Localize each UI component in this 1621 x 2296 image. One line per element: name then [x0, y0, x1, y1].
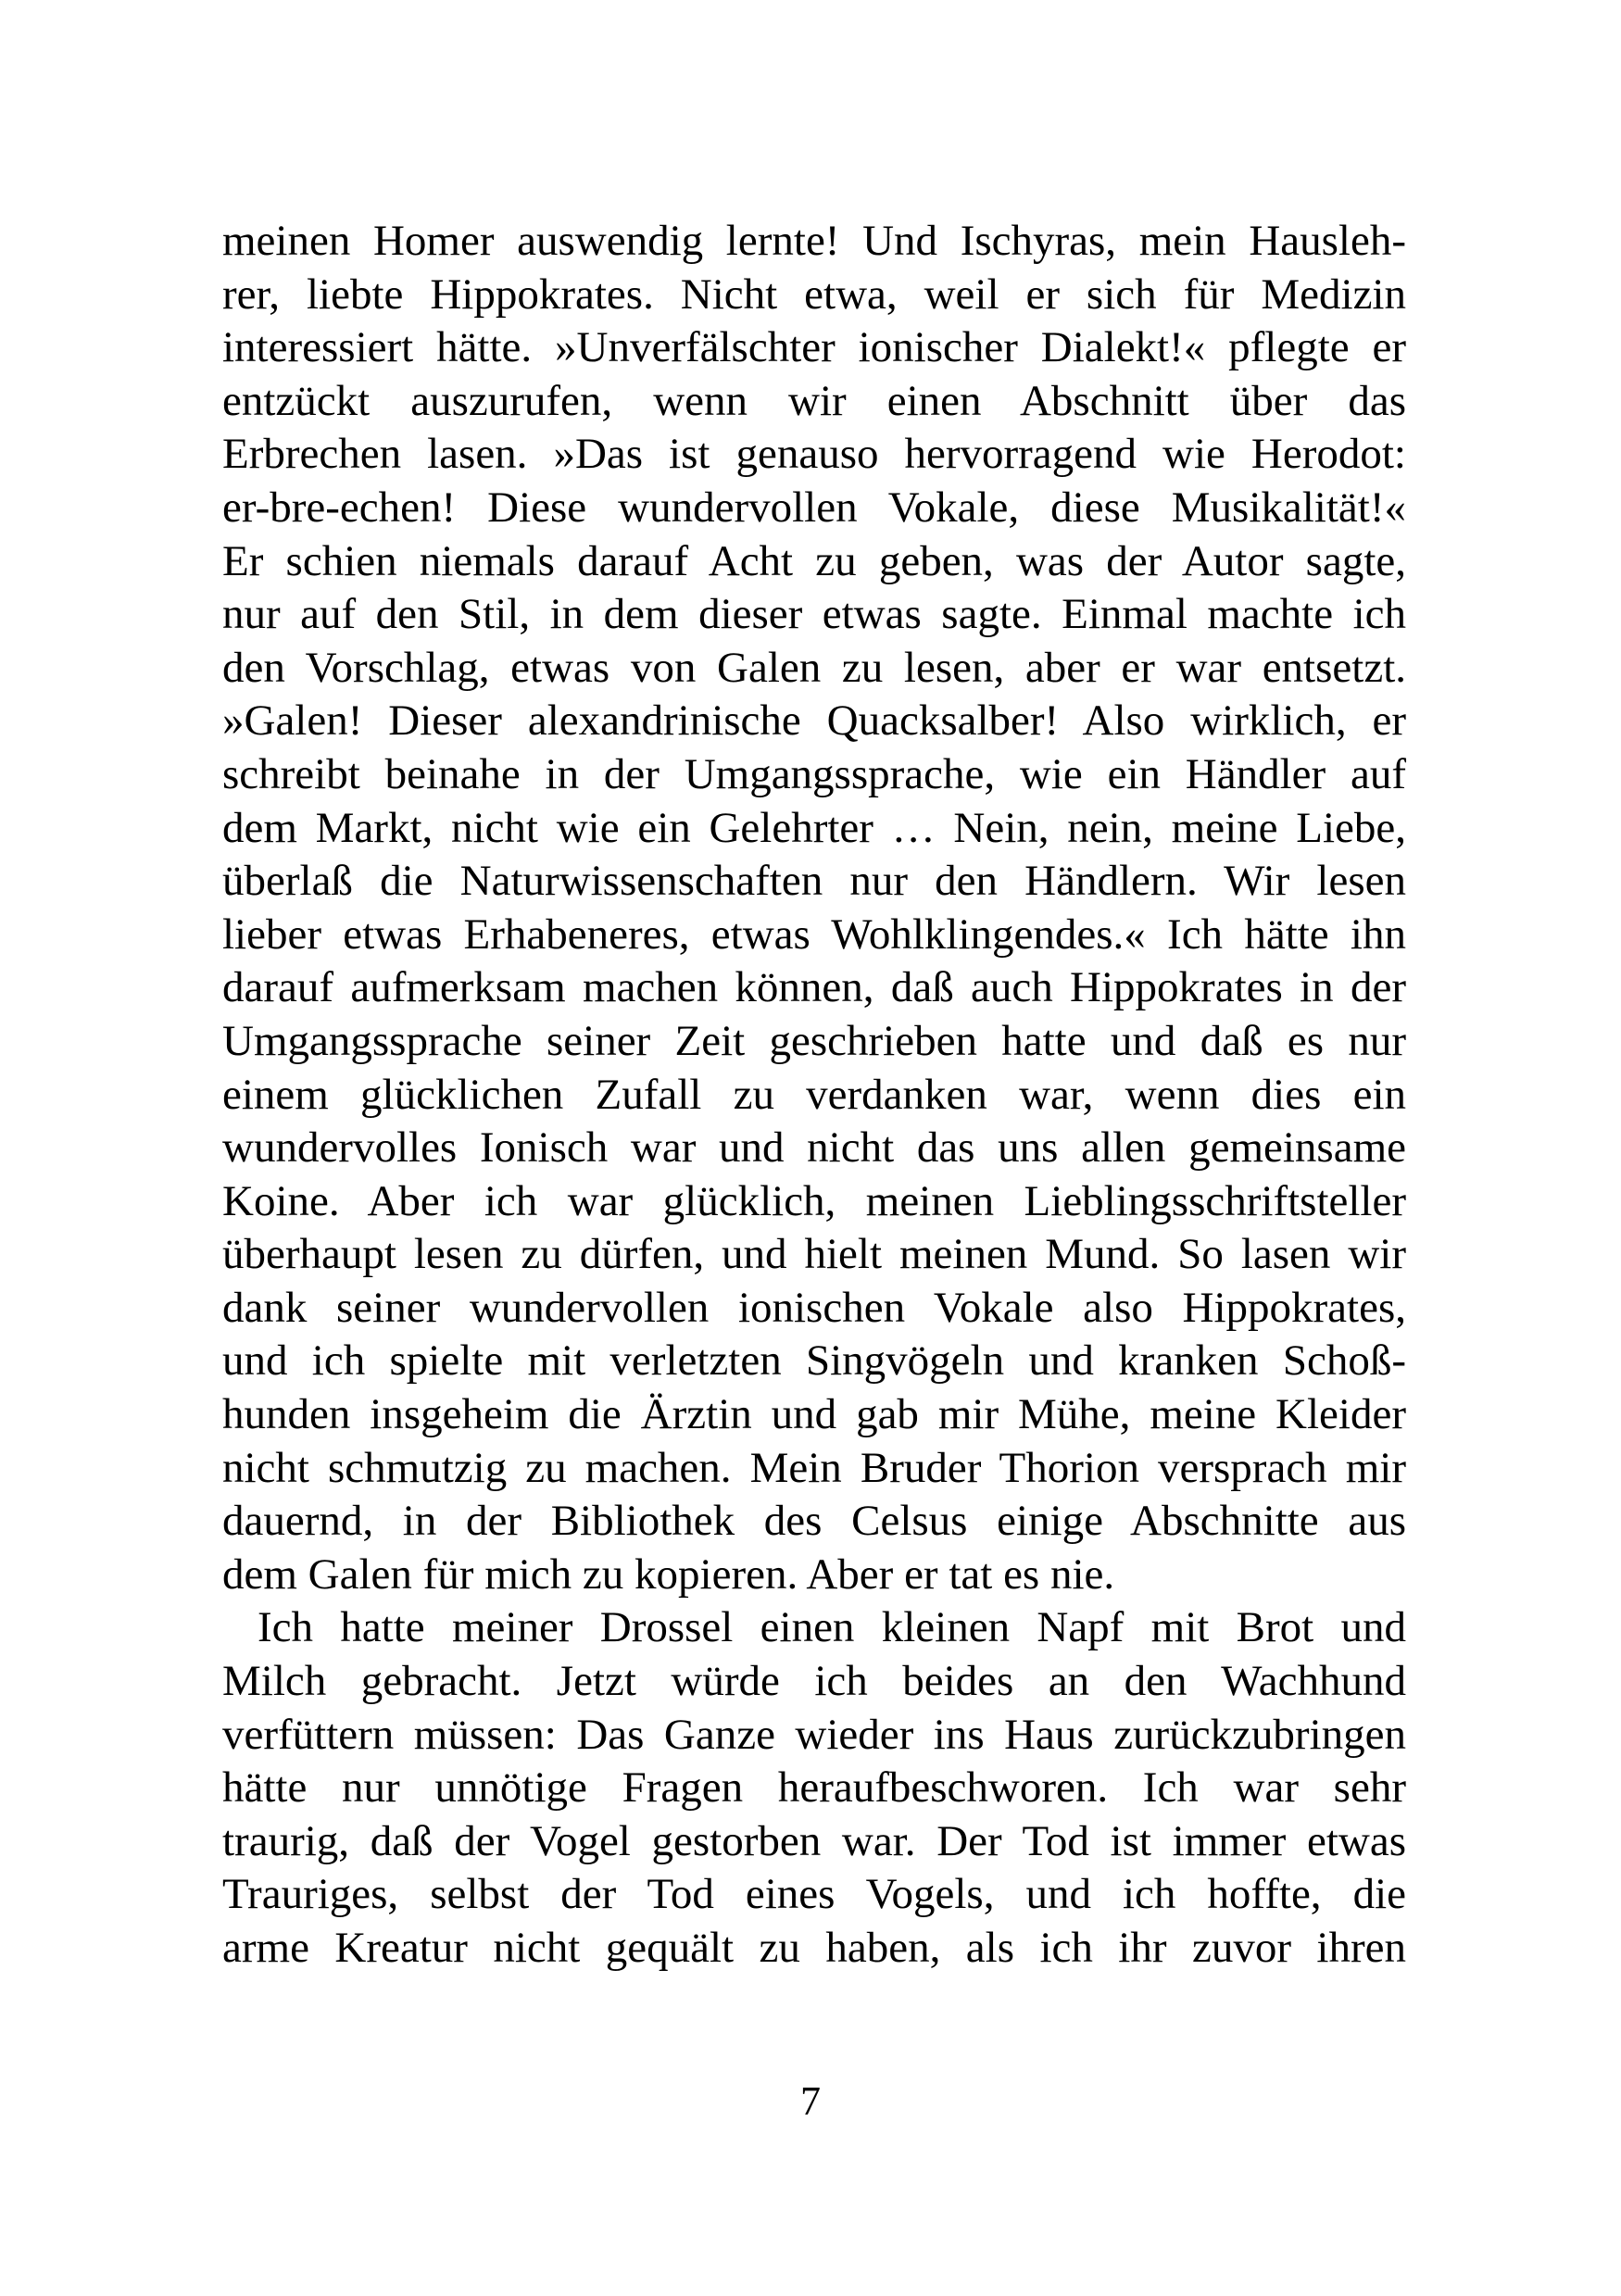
text-line: traurig, daß der Vogel gestorben war. Der Tod ist immer etwas: [222, 1816, 1406, 1865]
text-line: schreibt beinahe in der Umgangssprache, wie ein Händler auf: [222, 749, 1406, 798]
text-line: verfüttern müssen: Das Ganze wieder ins Haus zurückzubringen: [222, 1710, 1406, 1759]
text-line: Koine. Aber ich war glücklich, meinen Lieblingsschriftsteller: [222, 1176, 1406, 1225]
text-line: entzückt auszurufen, wenn wir einen Abschnitt über das: [222, 376, 1406, 425]
text-line: Ich hatte meiner Drossel einen kleinen Napf mit Brot und: [258, 1603, 1406, 1652]
text-line: dauernd, in der Bibliothek des Celsus einige Abschnitte aus: [222, 1497, 1406, 1546]
text-line: überhaupt lesen zu dürfen, und hielt meinen Mund. So lasen wir: [222, 1230, 1406, 1279]
text-line: lieber etwas Erhabeneres, etwas Wohlklingendes.« Ich hätte ihn: [222, 910, 1406, 959]
text-line: einem glücklichen Zufall zu verdanken war, wenn dies ein: [222, 1070, 1406, 1119]
text-line: er-bre-echen! Diese wundervollen Vokale, diese Musikalität!«: [222, 483, 1406, 532]
page-number: 7: [800, 2078, 821, 2124]
text-line: nicht schmutzig zu machen. Mein Bruder Thorion versprach mir: [222, 1443, 1406, 1492]
body-text: [222, 215, 1406, 1976]
text-line: hunden insgeheim die Ärztin und gab mir Mühe, meine Kleider: [222, 1390, 1406, 1439]
text-line: darauf aufmerksam machen können, daß auch Hippokrates in der: [222, 963, 1406, 1012]
text-line: Er schien niemals darauf Acht zu geben, was der Autor sagte,: [222, 536, 1406, 585]
paragraph: [222, 215, 1406, 1601]
text-line: Umgangssprache seiner Zeit geschrieben hatte und daß es nur: [222, 1016, 1406, 1065]
text-line: hätte nur unnötige Fragen heraufbeschworen. Ich war sehr: [222, 1763, 1406, 1813]
text-line: rer, liebte Hippokrates. Nicht etwa, weil er sich für Medizin: [222, 270, 1406, 319]
text-line: dank seiner wundervollen ionischen Vokale also Hippokrates,: [222, 1283, 1406, 1332]
text-line: dem Galen für mich zu kopieren. Aber er tat es nie.: [222, 1549, 1115, 1599]
text-line: und ich spielte mit verletzten Singvögeln und kranken Schoß-: [222, 1336, 1406, 1386]
text-line: »Galen! Dieser alexandrinische Quacksalber! Also wirklich, er: [222, 696, 1406, 746]
text-line: wundervolles Ionisch war und nicht das uns allen gemeinsame: [222, 1123, 1406, 1173]
text-line: arme Kreatur nicht gequält zu haben, als ich ihr zuvor ihren: [222, 1924, 1406, 1972]
text-line: dem Markt, nicht wie ein Gelehrter … Nein, nein, meine Liebe,: [222, 803, 1406, 852]
text-line: Milch gebracht. Jetzt würde ich beides an den Wachhund: [222, 1657, 1406, 1706]
text-line: überlaß die Naturwissenschaften nur den Händlern. Wir lesen: [222, 857, 1406, 906]
text-line: meinen Homer auswendig lernte! Und Ischyras, mein Hausleh-: [222, 217, 1406, 265]
paragraph: [222, 1601, 1406, 1975]
text-line: Erbrechen lasen. »Das ist genauso hervorragend wie Herodot:: [222, 430, 1406, 479]
text-line: nur auf den Stil, in dem dieser etwas sagte. Einmal machte ich: [222, 590, 1406, 639]
text-line: den Vorschlag, etwas von Galen zu lesen, aber er war entsetzt.: [222, 643, 1406, 692]
text-line: interessiert hätte. »Unverfälschter ionischer Dialekt!« pflegte er: [222, 323, 1406, 372]
text-line: Trauriges, selbst der Tod eines Vogels, und ich hoffte, die: [222, 1870, 1406, 1919]
